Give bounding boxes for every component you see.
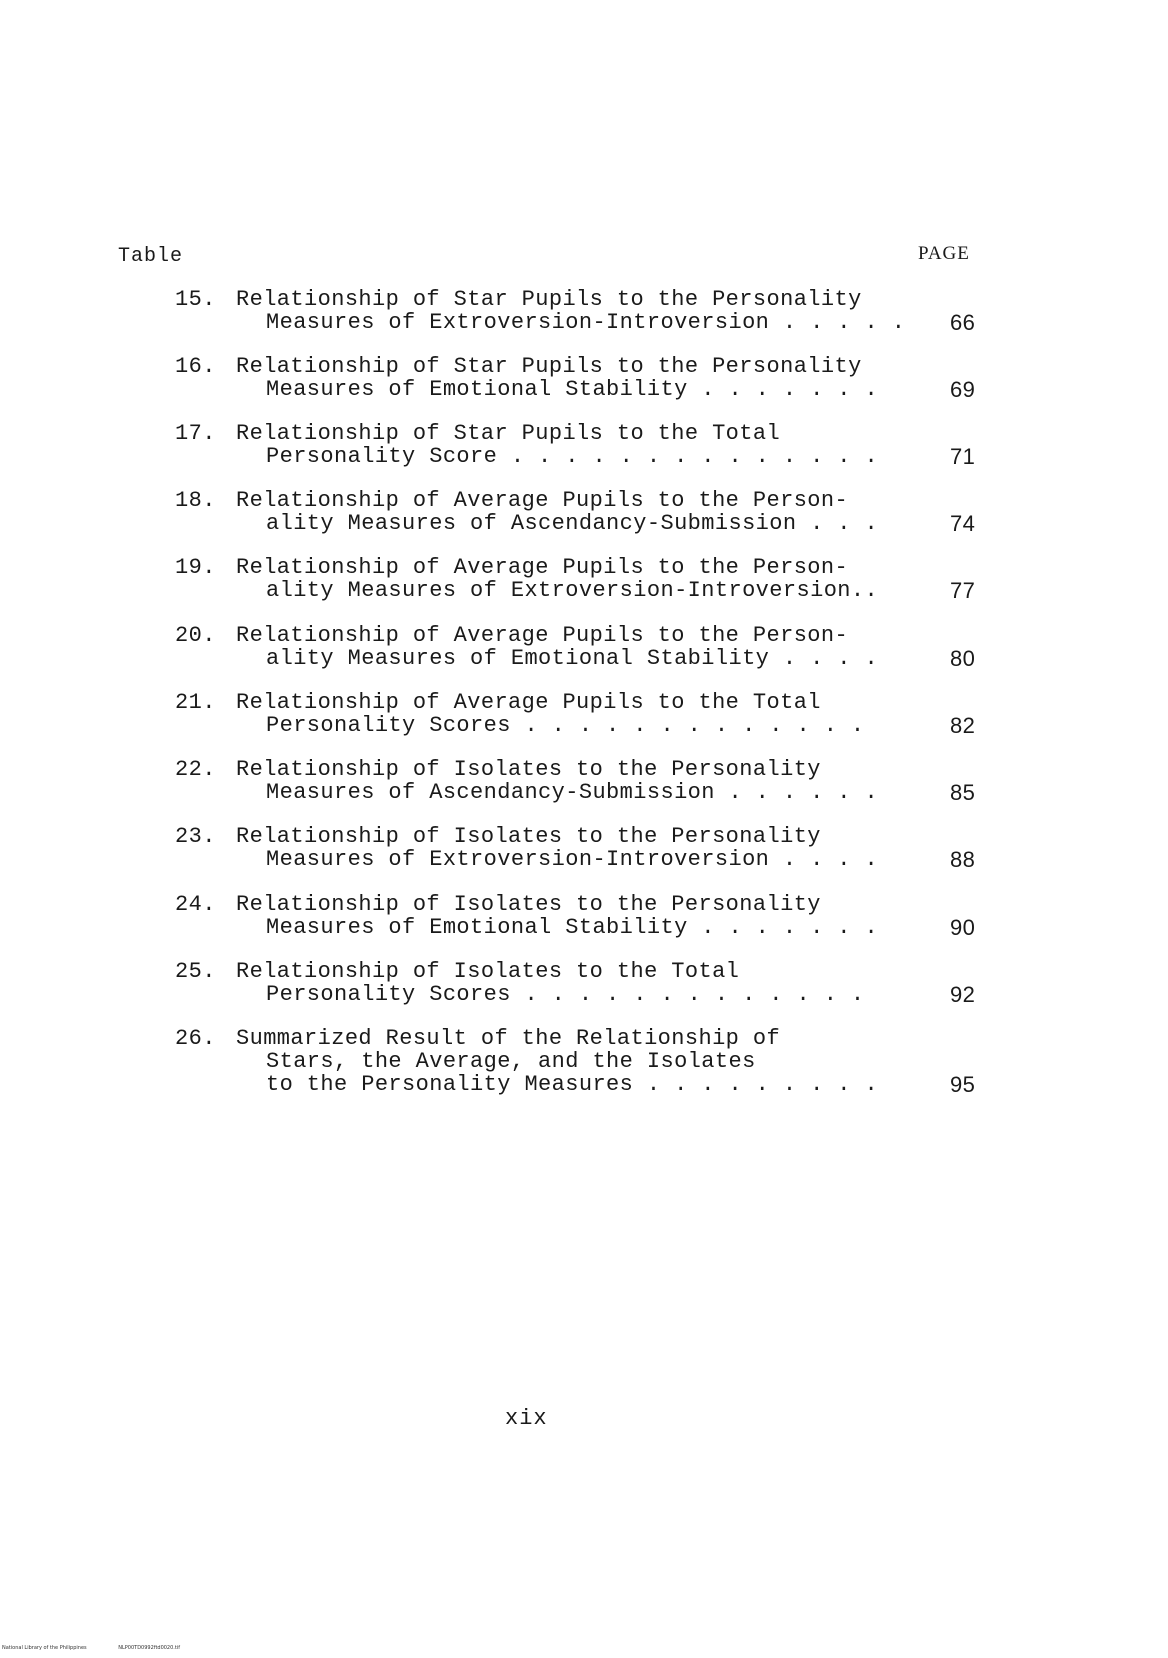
entry-number: 18. — [175, 488, 216, 513]
entry-title — [236, 489, 878, 535]
entry-title-line: Relationship of Average Pupils to the Total — [236, 690, 821, 715]
entry-title — [236, 691, 865, 737]
entry-title-line: Relationship of Star Pupils to the Personality — [236, 354, 862, 379]
footer-filename: NLP00TD0992ftd0020.tif — [118, 1645, 180, 1651]
entry-title-line: Relationship of Average Pupils to the Person- — [236, 488, 849, 513]
entry-page-number: 69 — [950, 377, 976, 402]
entry-page-number: 71 — [950, 444, 976, 469]
entry-title-line: Personality Scores . . . . . . . . . . . . . — [266, 982, 865, 1007]
entry-page-number: 74 — [950, 511, 976, 536]
entry-number: 19. — [175, 555, 216, 580]
entry-title-line: Measures of Emotional Stability . . . . . . . — [266, 915, 879, 940]
entry-title-line: Relationship of Isolates to the Personality — [236, 824, 821, 849]
entry-number: 17. — [175, 421, 216, 446]
footer-library: National Library of the Philippines — [2, 1645, 87, 1651]
entry-title-line: ality Measures of Emotional Stability . . . . — [266, 646, 879, 671]
entry-title-line: ality Measures of Extroversion-Introversion.. — [266, 578, 879, 603]
entry-number: 16. — [175, 354, 216, 379]
entry-title-line: Measures of Extroversion-Introversion . . . . — [266, 847, 879, 872]
entry-title — [236, 288, 905, 334]
scan-footer — [2, 1645, 180, 1651]
entry-page-number: 88 — [950, 847, 976, 872]
entry-title-line: Relationship of Average Pupils to the Person- — [236, 555, 849, 580]
entry-title — [236, 422, 878, 468]
entry-number: 26. — [175, 1026, 216, 1051]
entry-page-number: 92 — [950, 982, 976, 1007]
entry-title — [236, 825, 878, 871]
entry-title-line: Measures of Emotional Stability . . . . . . . — [266, 377, 879, 402]
entry-number: 22. — [175, 757, 216, 782]
entry-title-line: Relationship of Star Pupils to the Personality — [236, 287, 862, 312]
entry-title-line: Personality Scores . . . . . . . . . . . . . — [266, 713, 865, 738]
entry-title — [236, 1027, 878, 1096]
entry-title — [236, 893, 878, 939]
entry-title-line: Relationship of Average Pupils to the Person- — [236, 623, 849, 648]
entry-page-number: 66 — [950, 310, 976, 335]
entry-title — [236, 355, 878, 401]
entry-title-line: Relationship of Isolates to the Total — [236, 959, 740, 984]
entry-page-number: 90 — [950, 915, 976, 940]
entry-title-line: Relationship of Isolates to the Personality — [236, 757, 821, 782]
entry-title — [236, 758, 878, 804]
entry-number: 15. — [175, 287, 216, 312]
entry-title-line: Personality Score . . . . . . . . . . . . . . — [266, 444, 879, 469]
entry-title-line: Relationship of Isolates to the Personality — [236, 892, 821, 917]
entry-number: 23. — [175, 824, 216, 849]
entry-title — [236, 960, 865, 1006]
entry-page-number: 95 — [950, 1072, 976, 1097]
entry-page-number: 77 — [950, 578, 976, 603]
entry-title-line: Summarized Result of the Relationship of — [236, 1026, 781, 1051]
entry-title-line: Relationship of Star Pupils to the Total — [236, 421, 781, 446]
entry-number: 20. — [175, 623, 216, 648]
page-number: xix — [505, 1406, 548, 1431]
table-column-heading: Table — [118, 245, 184, 268]
entry-page-number: 85 — [950, 780, 976, 805]
entry-page-number: 82 — [950, 713, 976, 738]
entry-number: 25. — [175, 959, 216, 984]
entry-number: 21. — [175, 690, 216, 715]
entry-title — [236, 556, 878, 602]
entry-title-line: Measures of Ascendancy-Submission . . . . . . — [266, 780, 879, 805]
entry-title — [236, 624, 878, 670]
entry-title-line: Stars, the Average, and the Isolates — [266, 1049, 756, 1074]
entry-number: 24. — [175, 892, 216, 917]
entry-title-line: Measures of Extroversion-Introversion . . . . . — [266, 310, 906, 335]
entry-page-number: 80 — [950, 646, 976, 671]
page-column-heading: PAGE — [918, 243, 970, 264]
entry-title-line: to the Personality Measures . . . . . . . . . — [266, 1072, 879, 1097]
entry-title-line: ality Measures of Ascendancy-Submission . . . — [266, 511, 879, 536]
